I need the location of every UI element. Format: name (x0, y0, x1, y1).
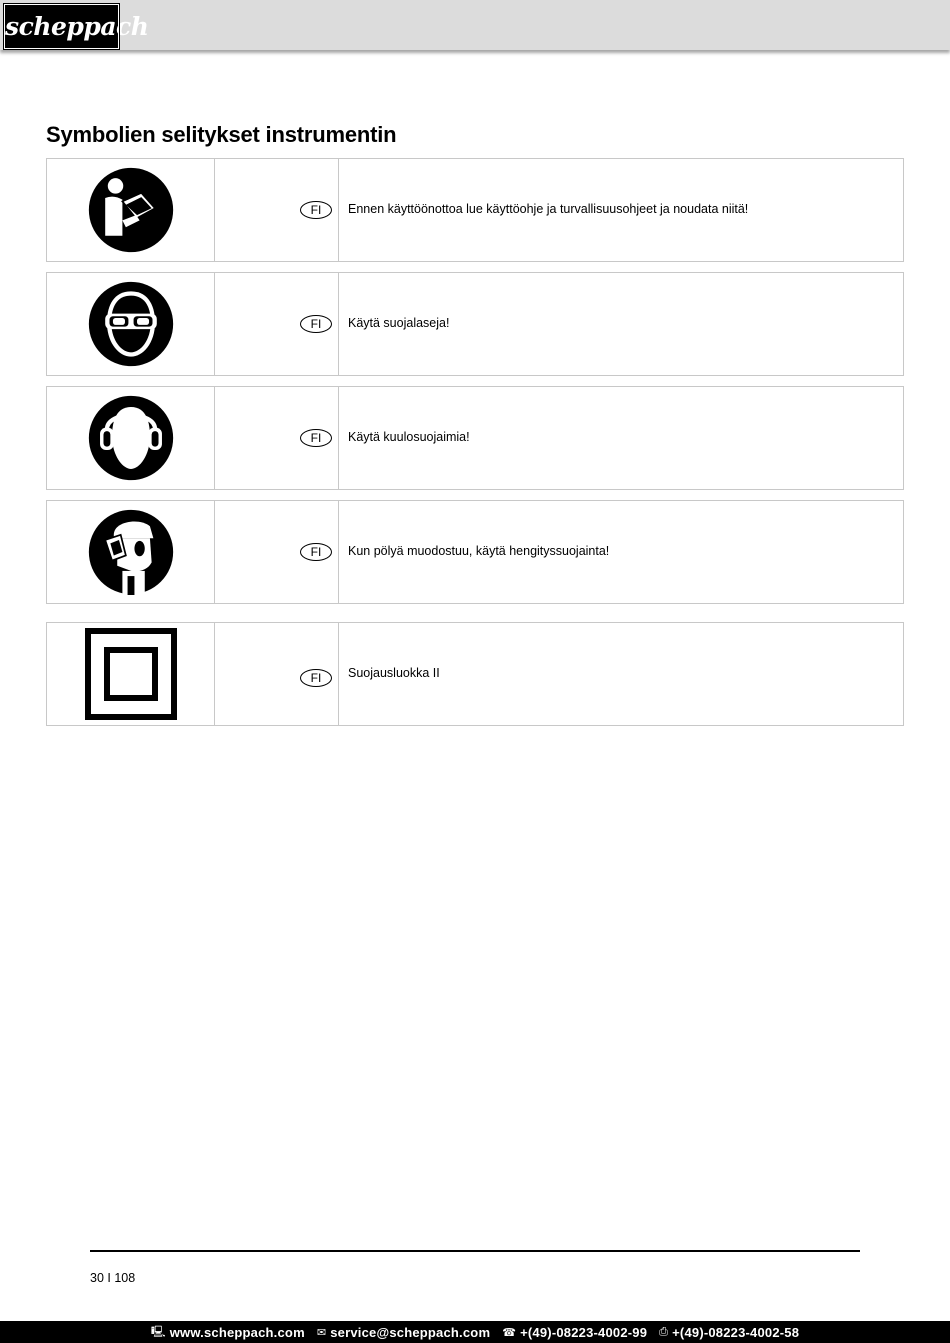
computer-icon: 🖳 (150, 1325, 166, 1338)
symbol-row (46, 386, 904, 490)
footer-email[interactable] (317, 1325, 490, 1340)
symbol-icon-cell (47, 501, 215, 603)
phone-number: +(49)-08223-4002-99 (520, 1324, 648, 1340)
header-bar (0, 0, 950, 50)
ear-protection-icon (88, 395, 174, 481)
symbol-description: Käytä kuulosuojaimia! (348, 430, 470, 444)
symbol-icon-cell (47, 273, 215, 375)
envelope-icon: ✉ (316, 1326, 327, 1339)
respirator-icon (88, 509, 174, 595)
footer-website[interactable] (151, 1323, 305, 1342)
scheppach-logo: scheppach (4, 4, 119, 49)
symbol-description: Käytä suojalaseja! (348, 316, 450, 330)
footer-phone (502, 1325, 647, 1340)
language-badge: FI (300, 543, 332, 561)
symbol-row (46, 158, 904, 262)
email-link[interactable]: service@scheppach.com (330, 1324, 491, 1340)
symbol-row (46, 500, 904, 604)
footer-divider (90, 1250, 860, 1252)
symbol-description: Suojausluokka II (348, 666, 440, 680)
footer-bar (0, 1321, 950, 1343)
fax-number: +(49)-08223-4002-58 (672, 1324, 800, 1340)
language-cell (215, 501, 339, 603)
language-cell (215, 623, 339, 725)
symbol-row (46, 622, 904, 726)
read-manual-icon (88, 167, 174, 253)
safety-goggles-icon (88, 281, 174, 367)
language-badge: FI (300, 315, 332, 333)
phone-icon: ☎ (502, 1326, 517, 1339)
page-number: 30 I 108 (90, 1271, 136, 1285)
description-cell (339, 623, 903, 725)
symbol-icon-cell (47, 623, 215, 725)
language-cell (215, 273, 339, 375)
description-cell (339, 501, 903, 603)
symbol-row (46, 272, 904, 376)
description-cell (339, 387, 903, 489)
description-cell (339, 273, 903, 375)
footer-fax (659, 1325, 799, 1340)
page-title: Symbolien selitykset instrumentin (46, 122, 397, 147)
symbol-description: Kun pölyä muodostuu, käytä hengityssuojainta! (348, 544, 610, 558)
description-cell (339, 159, 903, 261)
language-cell (215, 159, 339, 261)
fax-icon: ⎙ (659, 1325, 669, 1338)
language-badge: FI (300, 201, 332, 219)
language-badge: FI (300, 669, 332, 687)
symbol-description: Ennen käyttöönottoa lue käyttöohje ja turvallisuusohjeet ja noudata niitä! (348, 202, 749, 216)
protection-class-ii-icon (85, 628, 177, 720)
language-badge: FI (300, 429, 332, 447)
symbol-icon-cell (47, 159, 215, 261)
website-link[interactable]: www.scheppach.com (169, 1324, 305, 1340)
language-cell (215, 387, 339, 489)
symbol-icon-cell (47, 387, 215, 489)
